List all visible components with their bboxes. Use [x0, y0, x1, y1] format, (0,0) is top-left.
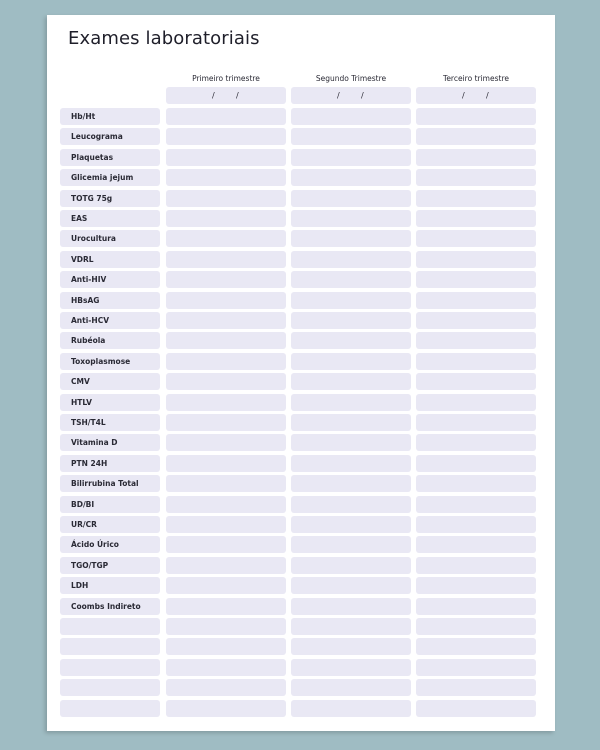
result-field-trimester-3[interactable] — [416, 190, 536, 207]
exam-label: HBsAG — [60, 292, 160, 309]
result-field-trimester-1[interactable] — [166, 312, 286, 329]
result-field-trimester-3[interactable] — [416, 394, 536, 411]
result-field-trimester-3[interactable] — [416, 128, 536, 145]
result-field-trimester-2[interactable] — [291, 557, 411, 574]
exam-label: Plaquetas — [60, 149, 160, 166]
result-field-trimester-3[interactable] — [416, 598, 536, 615]
date-separator: / — [236, 91, 239, 100]
exam-label: Urocultura — [60, 230, 160, 247]
result-field-trimester-3[interactable] — [416, 230, 536, 247]
date-separator: / — [462, 91, 465, 100]
result-field-trimester-3[interactable] — [416, 536, 536, 553]
exam-label: Rubéola — [60, 332, 160, 349]
result-field-trimester-2[interactable] — [291, 536, 411, 553]
result-field-trimester-1[interactable] — [166, 394, 286, 411]
result-field-trimester-3[interactable] — [416, 434, 536, 451]
result-field-trimester-3[interactable] — [416, 516, 536, 533]
result-field-trimester-2[interactable] — [291, 414, 411, 431]
exam-label: Anti-HCV — [60, 312, 160, 329]
exam-label: Toxoplasmose — [60, 353, 160, 370]
result-field-trimester-1[interactable] — [166, 332, 286, 349]
date-separator: / — [337, 91, 340, 100]
exam-label — [60, 679, 160, 696]
result-field-trimester-2[interactable] — [291, 700, 411, 717]
result-field-trimester-2[interactable] — [291, 434, 411, 451]
result-field-trimester-1[interactable] — [166, 210, 286, 227]
lab-exams-sheet — [47, 15, 555, 731]
result-field-trimester-1[interactable] — [166, 230, 286, 247]
result-field-trimester-2[interactable] — [291, 475, 411, 492]
exam-label: Leucograma — [60, 128, 160, 145]
result-field-trimester-3[interactable] — [416, 455, 536, 472]
result-field-trimester-1[interactable] — [166, 557, 286, 574]
date-field-3[interactable] — [416, 87, 536, 104]
result-field-trimester-3[interactable] — [416, 169, 536, 186]
exam-label: Glicemia jejum — [60, 169, 160, 186]
result-field-trimester-1[interactable] — [166, 190, 286, 207]
result-field-trimester-1[interactable] — [166, 700, 286, 717]
result-field-trimester-2[interactable] — [291, 659, 411, 676]
result-field-trimester-2[interactable] — [291, 128, 411, 145]
column-header-2: Segundo Trimestre — [315, 74, 387, 83]
result-field-trimester-2[interactable] — [291, 230, 411, 247]
result-field-trimester-2[interactable] — [291, 598, 411, 615]
exam-label: Ácido Úrico — [60, 536, 160, 553]
exam-label — [60, 659, 160, 676]
result-field-trimester-3[interactable] — [416, 210, 536, 227]
result-field-trimester-3[interactable] — [416, 108, 536, 125]
result-field-trimester-2[interactable] — [291, 292, 411, 309]
result-field-trimester-1[interactable] — [166, 414, 286, 431]
result-field-trimester-2[interactable] — [291, 638, 411, 655]
exam-label: LDH — [60, 577, 160, 594]
result-field-trimester-3[interactable] — [416, 251, 536, 268]
result-field-trimester-3[interactable] — [416, 577, 536, 594]
result-field-trimester-1[interactable] — [166, 108, 286, 125]
result-field-trimester-3[interactable] — [416, 271, 536, 288]
exam-label: TGO/TGP — [60, 557, 160, 574]
result-field-trimester-2[interactable] — [291, 312, 411, 329]
result-field-trimester-1[interactable] — [166, 638, 286, 655]
result-field-trimester-3[interactable] — [416, 353, 536, 370]
result-field-trimester-1[interactable] — [166, 434, 286, 451]
result-field-trimester-2[interactable] — [291, 353, 411, 370]
result-field-trimester-1[interactable] — [166, 679, 286, 696]
column-header-1: Primeiro trimestre — [192, 74, 260, 83]
result-field-trimester-3[interactable] — [416, 149, 536, 166]
result-field-trimester-3[interactable] — [416, 414, 536, 431]
exam-label: Vitamina D — [60, 434, 160, 451]
result-field-trimester-2[interactable] — [291, 679, 411, 696]
result-field-trimester-2[interactable] — [291, 496, 411, 513]
date-separator: / — [212, 91, 215, 100]
date-field-1[interactable] — [166, 87, 286, 104]
page-title: Exames laboratoriais — [68, 28, 260, 49]
result-field-trimester-2[interactable] — [291, 332, 411, 349]
result-field-trimester-3[interactable] — [416, 700, 536, 717]
exam-label — [60, 638, 160, 655]
result-field-trimester-3[interactable] — [416, 292, 536, 309]
result-field-trimester-1[interactable] — [166, 149, 286, 166]
result-field-trimester-3[interactable] — [416, 557, 536, 574]
result-field-trimester-1[interactable] — [166, 169, 286, 186]
exam-label — [60, 700, 160, 717]
result-field-trimester-1[interactable] — [166, 475, 286, 492]
result-field-trimester-2[interactable] — [291, 455, 411, 472]
result-field-trimester-1[interactable] — [166, 353, 286, 370]
result-field-trimester-1[interactable] — [166, 373, 286, 390]
result-field-trimester-3[interactable] — [416, 638, 536, 655]
result-field-trimester-3[interactable] — [416, 618, 536, 635]
result-field-trimester-2[interactable] — [291, 577, 411, 594]
exam-label: HTLV — [60, 394, 160, 411]
exam-label: PTN 24H — [60, 455, 160, 472]
result-field-trimester-3[interactable] — [416, 475, 536, 492]
result-field-trimester-3[interactable] — [416, 312, 536, 329]
column-header-3: Terceiro trimestre — [443, 74, 509, 83]
exam-label: VDRL — [60, 251, 160, 268]
result-field-trimester-2[interactable] — [291, 618, 411, 635]
result-field-trimester-2[interactable] — [291, 169, 411, 186]
result-field-trimester-1[interactable] — [166, 271, 286, 288]
result-field-trimester-2[interactable] — [291, 108, 411, 125]
result-field-trimester-3[interactable] — [416, 373, 536, 390]
result-field-trimester-3[interactable] — [416, 496, 536, 513]
result-field-trimester-2[interactable] — [291, 394, 411, 411]
result-field-trimester-2[interactable] — [291, 210, 411, 227]
result-field-trimester-1[interactable] — [166, 536, 286, 553]
result-field-trimester-2[interactable] — [291, 190, 411, 207]
result-field-trimester-1[interactable] — [166, 496, 286, 513]
date-field-2[interactable] — [291, 87, 411, 104]
date-separator: / — [486, 91, 489, 100]
result-field-trimester-2[interactable] — [291, 373, 411, 390]
exam-label: CMV — [60, 373, 160, 390]
result-field-trimester-1[interactable] — [166, 292, 286, 309]
result-field-trimester-2[interactable] — [291, 251, 411, 268]
date-separator: / — [361, 91, 364, 100]
result-field-trimester-1[interactable] — [166, 128, 286, 145]
exam-label: BD/BI — [60, 496, 160, 513]
exam-label: Bilirrubina Total — [60, 475, 160, 492]
result-field-trimester-2[interactable] — [291, 516, 411, 533]
exam-label: Anti-HIV — [60, 271, 160, 288]
result-field-trimester-2[interactable] — [291, 149, 411, 166]
exam-label: TSH/T4L — [60, 414, 160, 431]
result-field-trimester-3[interactable] — [416, 659, 536, 676]
result-field-trimester-3[interactable] — [416, 332, 536, 349]
result-field-trimester-2[interactable] — [291, 271, 411, 288]
result-field-trimester-1[interactable] — [166, 251, 286, 268]
result-field-trimester-1[interactable] — [166, 598, 286, 615]
exam-label: Hb/Ht — [60, 108, 160, 125]
exam-label — [60, 618, 160, 635]
result-field-trimester-1[interactable] — [166, 618, 286, 635]
exam-label: UR/CR — [60, 516, 160, 533]
result-field-trimester-1[interactable] — [166, 659, 286, 676]
result-field-trimester-3[interactable] — [416, 679, 536, 696]
exam-label: TOTG 75g — [60, 190, 160, 207]
result-field-trimester-1[interactable] — [166, 577, 286, 594]
exam-label: Coombs Indireto — [60, 598, 160, 615]
exam-label: EAS — [60, 210, 160, 227]
result-field-trimester-1[interactable] — [166, 455, 286, 472]
result-field-trimester-1[interactable] — [166, 516, 286, 533]
